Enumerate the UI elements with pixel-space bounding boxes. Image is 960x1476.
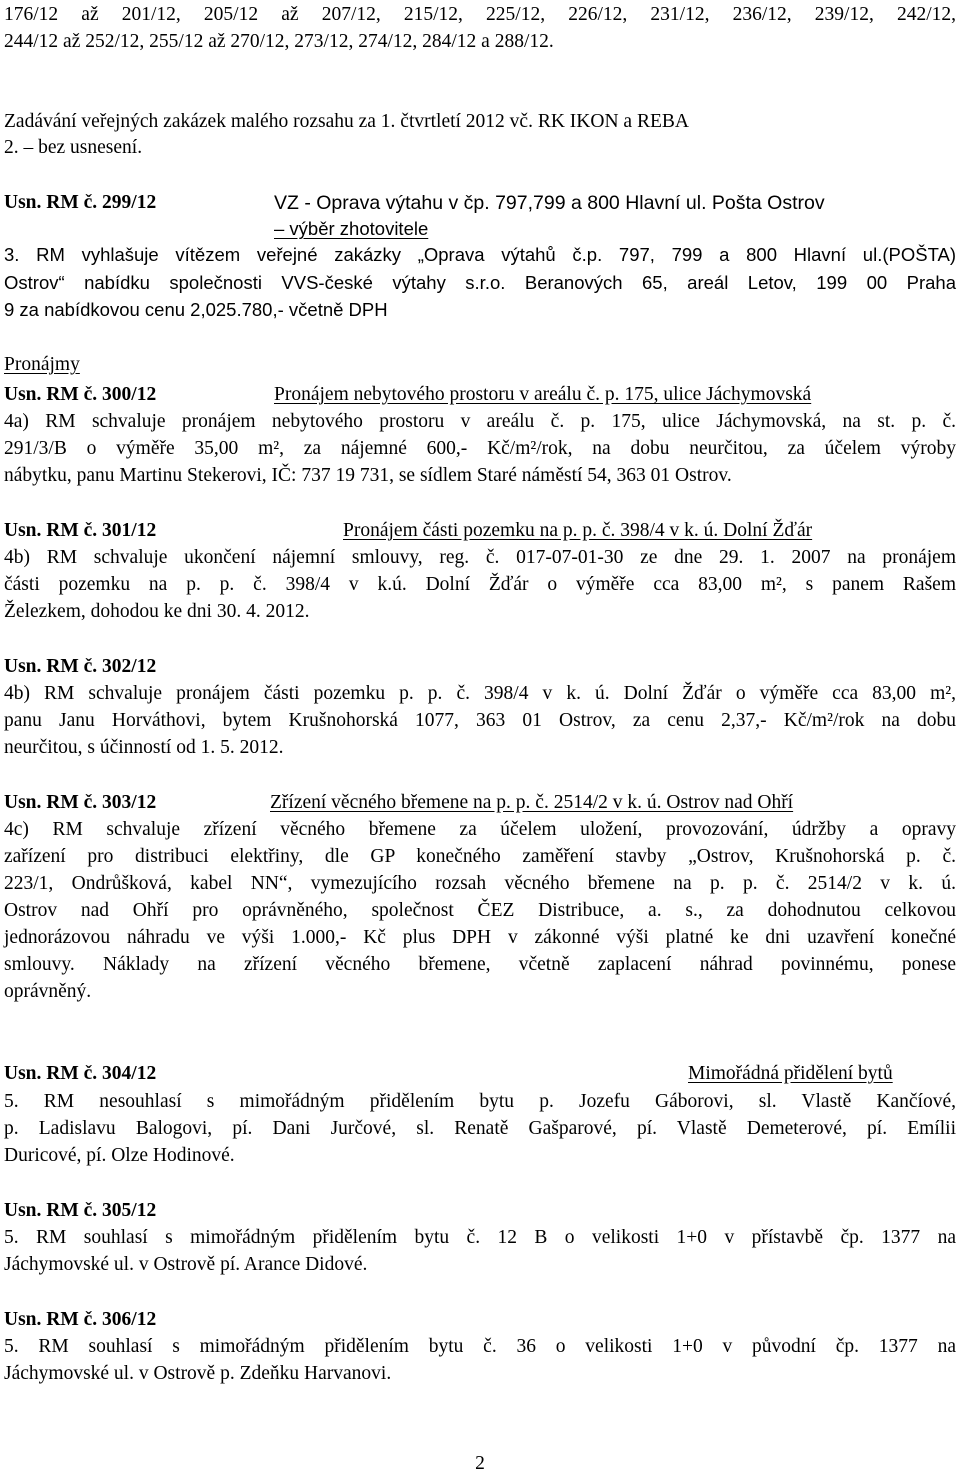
resolution-body-299-line-1: 3. RM vyhlašuje vítězem veřejné zakázky „Oprava výtahů č.p. 797, 799 a 800 Hlavní ul.(POŠTA) bbox=[4, 244, 956, 265]
resolution-label-304: Usn. RM č. 304/12 bbox=[4, 1063, 157, 1084]
resolution-body-303-line-3: 223/1, Ondrůšková, kabel NN“, vymezujícího rozsah věcného břemene na p. p. č. 2514/2 v k. ú. bbox=[4, 873, 956, 894]
resolution-body-304-line-1: 5. RM nesouhlasí s mimořádným přidělením bytu p. Jozefu Gáborovi, sl. Vlastě Kančíové, bbox=[4, 1091, 956, 1112]
intro-line-2: 244/12 až 252/12, 255/12 až 270/12, 273/12, 274/12, 284/12 a 288/12. bbox=[4, 31, 554, 52]
resolution-body-299-line-2: Ostrov“ nabídku společnosti VVS-české výtahy s.r.o. Beranových 65, areál Letov, 199 00 Praha bbox=[4, 272, 956, 293]
resolution-body-306-line-1: 5. RM souhlasí s mimořádným přidělením bytu č. 36 o velikosti 1+0 v původní čp. 1377 na bbox=[4, 1336, 956, 1357]
resolution-title-299-line-1: VZ - Oprava výtahu v čp. 797,799 a 800 Hlavní ul. Pošta Ostrov bbox=[274, 192, 825, 214]
section-sub-zadavani: 2. – bez usnesení. bbox=[4, 137, 143, 158]
resolution-title-300: Pronájem nebytového prostoru v areálu č. p. 175, ulice Jáchymovská bbox=[274, 384, 812, 405]
resolution-label-305: Usn. RM č. 305/12 bbox=[4, 1200, 157, 1221]
resolution-body-306-line-2: Jáchymovské ul. v Ostrově p. Zdeňku Harvanovi. bbox=[4, 1363, 392, 1384]
resolution-body-301-line-1: 4b) RM schvaluje ukončení nájemní smlouvy, reg. č. 017-07-01-30 ze dne 29. 1. 2007 na pronájem bbox=[4, 547, 956, 568]
resolution-label-302: Usn. RM č. 302/12 bbox=[4, 656, 157, 677]
resolution-label-299: Usn. RM č. 299/12 bbox=[4, 192, 157, 213]
section-heading-pronajmy: Pronájmy bbox=[4, 354, 80, 375]
page-number: 2 bbox=[475, 1453, 485, 1474]
intro-line-1: 176/12 až 201/12, 205/12 až 207/12, 215/12, 225/12, 226/12, 231/12, 236/12, 239/12, 242/12, bbox=[4, 4, 956, 25]
resolution-label-306: Usn. RM č. 306/12 bbox=[4, 1309, 157, 1330]
resolution-body-301-line-3: Železkem, dohodou ke dni 30. 4. 2012. bbox=[4, 601, 310, 622]
resolution-body-303-line-5: jednorázovou náhradu ve výši 1.000,- Kč plus DPH v zákonné výši platné ke dni uzavření konečné bbox=[4, 927, 956, 948]
resolution-body-302-line-1: 4b) RM schvaluje pronájem části pozemku p. p. č. 398/4 v k. ú. Dolní Žďár o výměře cca 83,00 m², bbox=[4, 683, 956, 704]
resolution-body-302-line-2: panu Janu Horváthovi, bytem Krušnohorská 1077, 363 01 Ostrov, za cenu 2,37,- Kč/m²/rok na dobu bbox=[4, 710, 956, 731]
resolution-title-303: Zřízení věcného břemene na p. p. č. 2514/2 v k. ú. Ostrov nad Ohří bbox=[270, 792, 794, 813]
resolution-body-303-line-6: smlouvy. Náklady na zřízení věcného břemene, včetně zaplacení náhrad povinnému, ponese bbox=[4, 954, 956, 975]
resolution-body-305-line-2: Jáchymovské ul. v Ostrově pí. Arance Didové. bbox=[4, 1254, 368, 1275]
resolution-body-303-line-4: Ostrov nad Ohří pro oprávněného, společnost ČEZ Distribuce, a. s., za dohodnutou celkovou bbox=[4, 900, 956, 921]
resolution-body-301-line-2: části pozemku na p. p. č. 398/4 v k.ú. Dolní Žďár o výměře cca 83,00 m², s panem Rašem bbox=[4, 574, 956, 595]
resolution-label-303: Usn. RM č. 303/12 bbox=[4, 792, 157, 813]
resolution-label-300: Usn. RM č. 300/12 bbox=[4, 384, 157, 405]
resolution-body-303-line-7: oprávněný. bbox=[4, 981, 92, 1002]
resolution-body-300-line-3: nábytku, panu Martinu Stekerovi, IČ: 737 19 731, se sídlem Staré náměstí 54, 363 01 Ostrov. bbox=[4, 465, 732, 486]
resolution-body-300-line-1: 4a) RM schvaluje pronájem nebytového prostoru v areálu č. p. 175, ulice Jáchymovská, na st. p. č. bbox=[4, 411, 956, 432]
resolution-body-304-line-3: Duricové, pí. Olze Hodinové. bbox=[4, 1145, 235, 1166]
resolution-title-304: Mimořádná přidělení bytů bbox=[688, 1063, 893, 1084]
resolution-body-302-line-3: neurčitou, s účinností od 1. 5. 2012. bbox=[4, 737, 284, 758]
resolution-body-299-line-3: 9 za nabídkovou cenu 2,025.780,- včetně DPH bbox=[4, 299, 388, 320]
section-heading-zadavani: Zadávání veřejných zakázek malého rozsahu za 1. čtvrtletí 2012 vč. RK IKON a REBA bbox=[4, 111, 689, 132]
resolution-body-300-line-2: 291/3/B o výměře 35,00 m², za nájemné 600,- Kč/m²/rok, na dobu neurčitou, za účelem výroby bbox=[4, 438, 956, 459]
resolution-body-303-line-1: 4c) RM schvaluje zřízení věcného břemene za účelem uložení, provozování, údržby a opravy bbox=[4, 819, 956, 840]
resolution-label-301: Usn. RM č. 301/12 bbox=[4, 520, 157, 541]
resolution-body-303-line-2: zařízení pro distribuci elektřiny, dle GP konečného zaměření stavby „Ostrov, Krušnohorská p. č. bbox=[4, 846, 956, 867]
resolution-body-304-line-2: p. Ladislavu Balogovi, pí. Dani Jurčové, sl. Renatě Gašparové, pí. Vlastě Demeterové, pí. Emílii bbox=[4, 1118, 956, 1139]
resolution-body-305-line-1: 5. RM souhlasí s mimořádným přidělením bytu č. 12 B o velikosti 1+0 v přístavbě čp. 1377 na bbox=[4, 1227, 956, 1248]
resolution-title-301: Pronájem části pozemku na p. p. č. 398/4 v k. ú. Dolní Žďár bbox=[343, 520, 813, 541]
resolution-title-299-line-2: – výběr zhotovitele bbox=[274, 218, 429, 239]
